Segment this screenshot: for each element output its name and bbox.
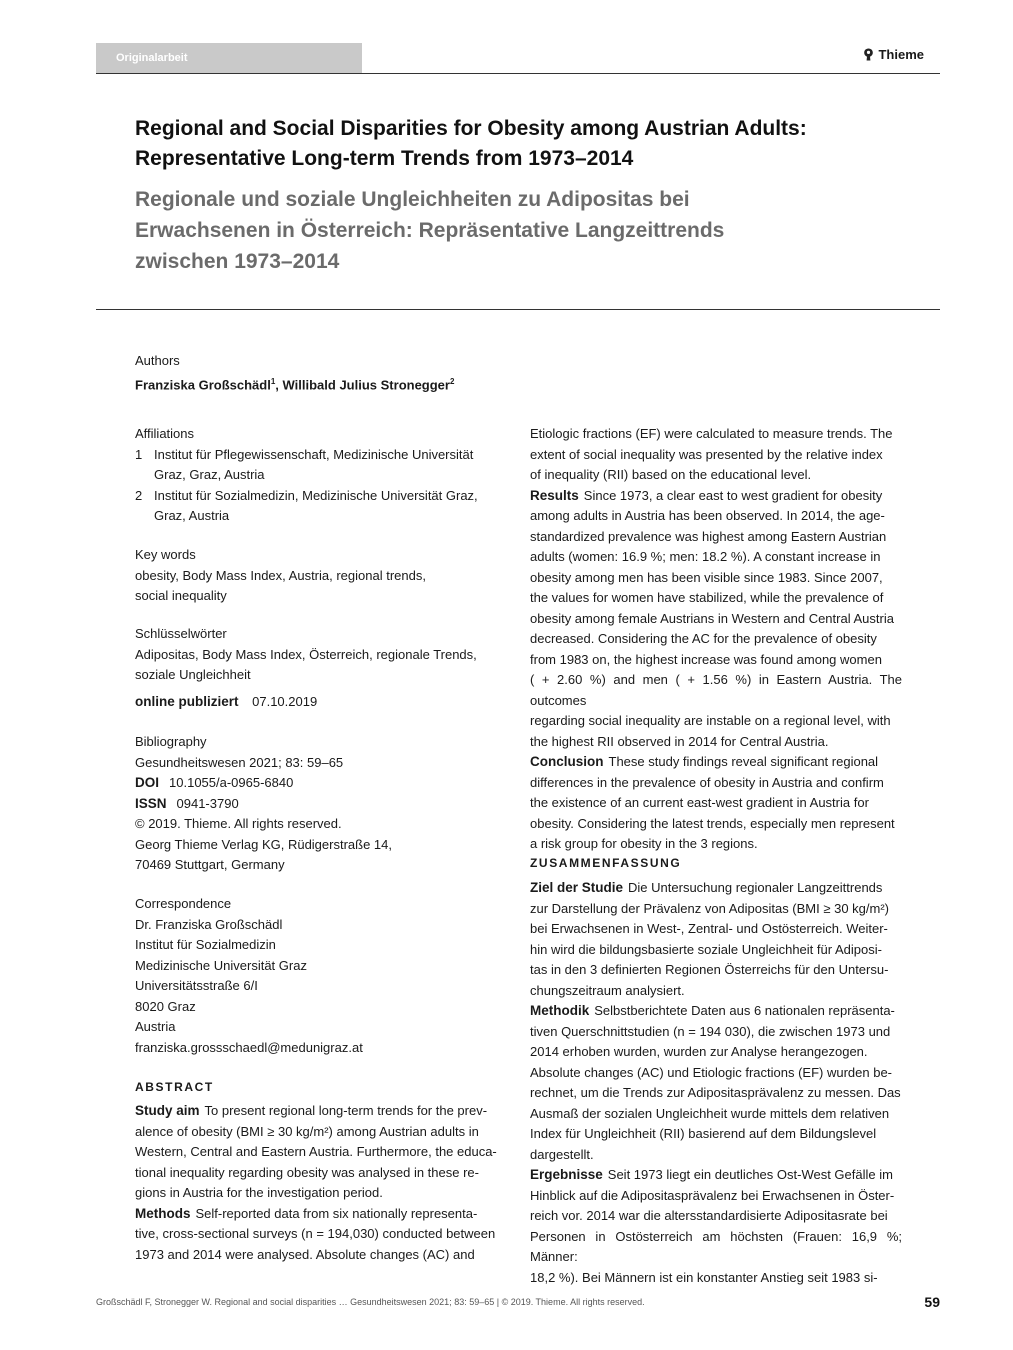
bibliography-journal: Gesundheitswesen 2021; 83: 59–65 [135,754,344,770]
ziel-line: hin wird die bildungsbasierte soziale Ungleichheit für Adiposi- [530,941,882,957]
study-aim-line: To present regional long-term trends for the prev- [204,1103,488,1118]
authors-names [135,372,505,396]
authors-label: Authors [135,353,180,368]
correspondence-line: Institut für Sozialmedizin [135,937,276,952]
ziel-line: chungszeitraum analysiert. [530,982,685,998]
footer-citation: Großschädl F, Stronegger W. Regional and social disparities … Gesundheitswesen 2021; 83: 59–65 | © 2019. Thieme. All rights reserved. [96,1297,645,1307]
zusammenfassung-methodik [530,1001,902,1165]
results-line: ( + 2.60 %) and men ( + 1.56 %) in Eastern Austria. The outcomes [530,672,902,708]
zusammenfassung-heading: ZUSAMMENFASSUNG [530,856,682,870]
correspondence-line: Medizinische Universität Graz [135,957,307,973]
methods-line: 1973 and 2014 were analysed. Absolute changes (AC) and [135,1246,475,1262]
methodik-line: Absolute changes (AC) und Etiologic fractions (EF) wurden be- [530,1064,893,1080]
ziel-line: tas in den 3 definierten Regionen Österreichs für den Untersu- [530,962,889,977]
thieme-logo-icon [863,48,874,61]
keywords-line: obesity, Body Mass Index, Austria, regional trends, [135,567,426,583]
title-german-line: Erwachsenen in Österreich: Repräsentative Langzeittrends [135,219,725,242]
study-aim-line: alence of obesity (BMI ≥ 30 kg/m²) among Austrian adults in [135,1123,479,1139]
author-separator: , [275,376,283,392]
study-aim-line: gions in Austria for the investigation period. [135,1185,383,1200]
keywords-block [135,545,505,607]
online-date: 07.10.2019 [252,694,318,709]
bibliography-issn [135,794,505,815]
correspondence-line: Universitätsstraße 6/I [135,978,258,993]
abstract-results [530,486,902,753]
article-title-english [135,114,915,174]
conclusion-line: obesity. Considering the latest trends, especially men represent [530,815,895,831]
results-line: the highest RII observed in 2014 for Central Austria. [530,733,829,749]
affiliation-line: Institut für Pflegewissenschaft, Medizinische Universität [154,446,474,462]
ergebnisse-label: Ergebnisse [530,1167,603,1182]
results-label: Results [530,487,579,503]
author-affiliation-mark: 2 [449,376,455,386]
methods-line: Self-reported data from six nationally representa- [195,1205,478,1221]
methods-label: Methods [135,1205,191,1221]
authors-block [135,351,505,395]
abstract-methods-continued [530,424,902,486]
affiliation-text [154,445,473,486]
conclusion-line: a risk group for obesity in the 3 regions. [530,836,758,851]
results-line: from 1983 on, the highest increase was found among women [530,651,882,667]
publisher-logo [863,47,924,62]
affiliations-list [135,445,505,527]
abstract-methods [135,1204,505,1266]
zusammenfassung-ergebnisse [530,1165,902,1288]
affiliation-line: Graz, Graz, Austria [154,467,265,482]
schluesselwoerter-label: Schlüsselwörter [135,626,227,641]
bibliography-doi [135,773,505,794]
methodik-line: Ausmaß der sozialen Ungleichheit wurde mittels dem relativen [530,1105,890,1121]
abstract-conclusion [530,752,902,855]
results-line: obesity among men has been visible since 1983. Since 2007, [530,569,883,585]
ergebnisse-line: reich vor. 2014 war die altersstandardisierte Adipositasrate bei [530,1208,888,1223]
study-aim-line: Western, Central and Eastern Austria. Furthermore, the educa- [135,1144,497,1159]
header-divider [96,73,940,74]
title-german-line: Regionale und soziale Ungleichheiten zu Adipositas bei [135,188,690,211]
title-english-line: Regional and Social Disparities for Obesity among Austrian Adults: [135,117,807,140]
affiliations-block [135,424,505,527]
issn-value: 0941-3790 [176,795,239,811]
results-line: the values for women have stabilized, while the prevalence of [530,590,884,605]
affiliation-number: 2 [135,487,143,503]
affiliation-item [135,445,505,486]
correspondence-label: Correspondence [135,896,232,911]
abstract-heading: ABSTRACT [135,1080,214,1094]
affiliation-line: Graz, Austria [154,508,230,523]
bibliography-block [135,732,505,876]
keywords-label: Key words [135,547,196,562]
abstract-section [135,1080,505,1265]
issn-label: ISSN [135,795,167,811]
bibliography-copyright: © 2019. Thieme. All rights reserved. [135,816,342,831]
results-line: decreased. Considering the AC for the prevalence of obesity [530,631,877,646]
ergebnisse-line: Personen in Ostösterreich am höchsten (Frauen: 16,9 %; Männer: [530,1228,902,1264]
methodik-line: dargestellt. [530,1146,594,1162]
zusammenfassung-section [530,856,902,1288]
methodik-line: rechnet, um die Trends zur Adipositasprävalenz zu messen. Das [530,1085,901,1100]
methods-line: of inequality (RII) based on the educational level. [530,467,812,482]
results-line: among adults in Austria has been observed. In 2014, the age- [530,508,885,523]
author-name: Willibald Julius Stronegger [282,376,450,392]
affiliation-text [154,486,478,527]
correspondence-line: Dr. Franziska Großschädl [135,916,283,932]
section-label: Originalarbeit [96,43,362,74]
conclusion-line: These study findings reveal significant regional [608,754,879,769]
page-number: 59 [924,1294,940,1310]
results-line: adults (women: 16.9 %; men: 18.2 %). A constant increase in [530,549,881,564]
correspondence-line: Austria [135,1019,176,1034]
ziel-line: Die Untersuchung regionaler Langzeittrends [628,880,883,895]
keywords-line: social inequality [135,588,227,603]
methodik-line: Selbstberichtete Daten aus 6 nationalen repräsenta- [594,1003,895,1018]
methodik-line: tiven Querschnittstudien (n = 194 030), die zwischen 1973 und [530,1023,891,1039]
conclusion-line: the existence of an current east-west gradient in Austria for [530,795,869,810]
bibliography-label: Bibliography [135,734,207,749]
doi-value[interactable]: 10.1055/a-0965-6840 [169,775,294,790]
results-line: regarding social inequality are instable on a regional level, with [530,713,891,728]
title-divider [96,309,940,310]
affiliation-line: Institut für Sozialmedizin, Medizinische Universität Graz, [154,487,478,503]
methods-line: tive, cross-sectional surveys (n = 194,030) conducted between [135,1226,496,1241]
ziel-label: Ziel der Studie [530,880,624,895]
ergebnisse-line: Hinblick auf die Adipositasprävalenz bei Erwachsenen in Öster- [530,1187,895,1203]
ziel-line: zur Darstellung der Prävalenz von Adipositas (BMI ≥ 30 kg/m²) [530,900,890,916]
results-line: obesity among female Austrians in Western and Central Austria [530,610,894,626]
title-english-line: Representative Long-term Trends from 1973–2014 [135,147,634,170]
study-aim-line: tional inequality regarding obesity was analysed in these re- [135,1164,479,1180]
ergebnisse-line: 18,2 %). Bei Männern ist ein konstanter Anstieg seit 1983 si- [530,1269,878,1285]
author-affiliation-mark: 1 [270,376,276,386]
author-name: Franziska Großschädl [135,376,271,392]
affiliations-label: Affiliations [135,426,195,441]
abstract-study-aim [135,1101,505,1204]
conclusion-label: Conclusion [530,754,604,769]
methods-line: extent of social inequality was presented by the relative index [530,446,883,462]
correspondence-block [135,894,505,1058]
conclusion-line: differences in the prevalence of obesity in Austria and confirm [530,774,884,790]
abstract-continued [530,424,902,855]
ziel-line: bei Erwachsenen in West-, Zentral- und Ostösterreich. Weiter- [530,921,888,936]
article-title-german [135,184,895,277]
ergebnisse-line: Seit 1973 liegt ein deutliches Ost-West Gefälle im [607,1167,893,1182]
methodik-line: Index für Ungleichheit (RII) basierend auf dem Bildungslevel [530,1126,877,1141]
online-published [135,692,505,713]
schluesselwoerter-line: Adipositas, Body Mass Index, Österreich, regionale Trends, [135,646,477,662]
schluesselwoerter-block [135,624,505,686]
correspondence-email[interactable]: franziska.grossschaedl@medunigraz.at [135,1039,363,1055]
study-aim-label: Study aim [135,1103,200,1118]
results-line: standardized prevalence was highest among Eastern Austrian [530,528,887,544]
bibliography-publisher: 70469 Stuttgart, Germany [135,857,285,872]
affiliation-number: 1 [135,446,143,462]
online-label: online publiziert [135,694,239,709]
zusammenfassung-ziel [530,878,902,1001]
methodik-label: Methodik [530,1003,590,1018]
title-german-line: zwischen 1973–2014 [135,250,340,273]
methods-line: Etiologic fractions (EF) were calculated to measure trends. The [530,426,893,441]
schluesselwoerter-line: soziale Ungleichheit [135,667,251,682]
results-line: Since 1973, a clear east to west gradient for obesity [583,487,883,503]
publisher-name: Thieme [878,47,924,62]
correspondence-line: 8020 Graz [135,998,196,1014]
bibliography-publisher: Georg Thieme Verlag KG, Rüdigerstraße 14, [135,836,392,852]
methodik-line: 2014 erhoben wurden, wurden zur Analyse herangezogen. [530,1044,868,1059]
doi-label: DOI [135,775,160,790]
affiliation-item [135,486,505,527]
